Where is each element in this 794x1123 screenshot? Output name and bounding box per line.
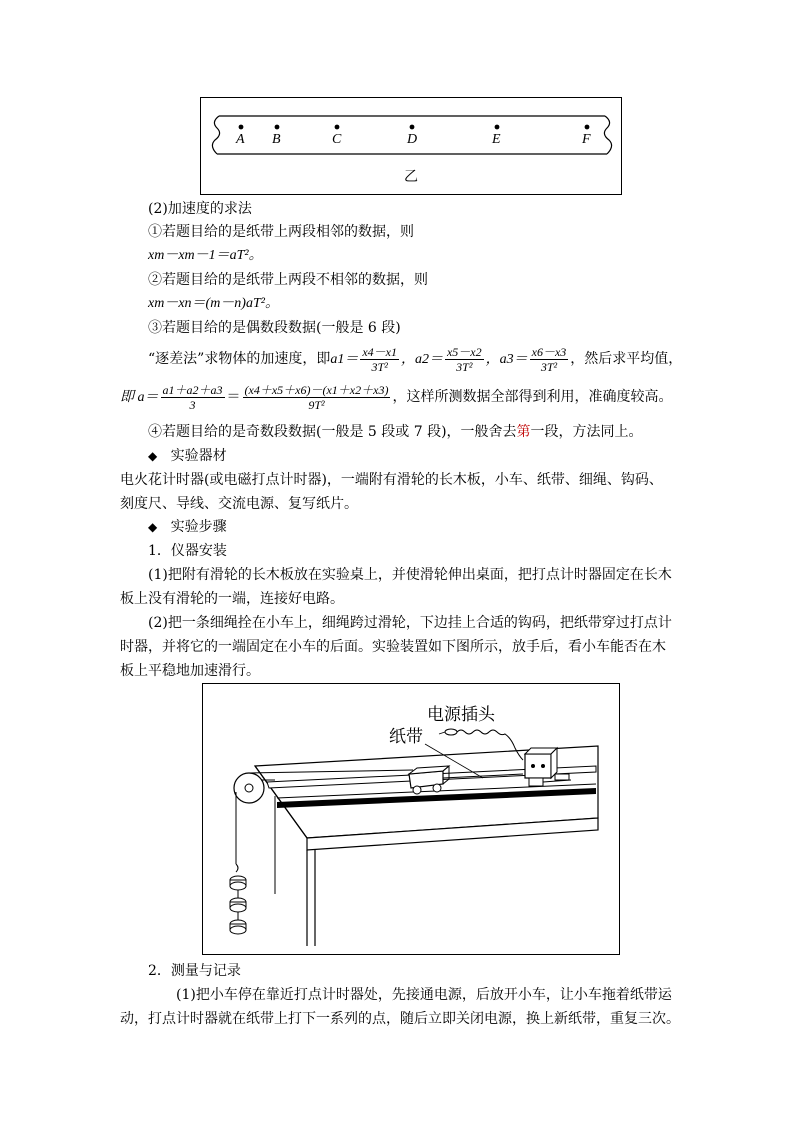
avg2-denominator: 9T²: [308, 397, 325, 412]
tape-dot-c: [335, 125, 340, 130]
item4-text-red: 第: [516, 424, 531, 440]
accel-formula2: xm－xn＝(m－n)aT²。: [148, 296, 279, 311]
a2-lhs: ，a2＝: [400, 352, 443, 367]
equipment-heading: [148, 446, 227, 466]
equipment-line2: 刻度尺、导线、交流电源、复写纸片。: [120, 496, 358, 512]
steps-p2-line2: 时器，并将它的一端固定在小车的后面。实验装置如下图所示，放手后，看小车能否在木: [120, 639, 666, 655]
diff-method-line: [148, 342, 682, 377]
steps-heading: [148, 517, 227, 537]
a2-denominator: 3T²: [456, 359, 473, 374]
timer-body: [525, 754, 551, 778]
a1-fraction: [360, 345, 399, 374]
label-power-plug: 电源插头: [427, 705, 495, 725]
accel-item2: ②若题目给的是纸带上两段不相邻的数据，则: [148, 272, 428, 288]
avg-denominator: 3: [189, 397, 196, 412]
steps-sub1: 1．仪器安装: [148, 543, 227, 559]
tape-label-f: F: [582, 132, 591, 147]
tape-dot-d: [410, 125, 415, 130]
accel-heading: (2)加速度的求法: [148, 201, 252, 217]
tape-dot-a: [239, 125, 244, 130]
tape-dot-b: [275, 125, 280, 130]
a2-numerator: x5－x2: [446, 344, 482, 359]
steps-p1-line1: (1)把附有滑轮的长木板放在实验桌上，并使滑轮伸出桌面，把打点计时器固定在长木: [148, 567, 672, 583]
avg2-numerator: (x4＋x5＋x6)－(x1＋x2＋x3): [244, 382, 389, 397]
a3-lhs: ，a3＝: [485, 352, 528, 367]
a3-denominator: 3T²: [540, 359, 558, 374]
diamond-bullet-icon: ◆: [148, 449, 158, 463]
tape-figure: [200, 97, 622, 195]
apparatus-figure: [202, 683, 620, 955]
accel-item3: ③若题目给的是偶数段数据(一般是 6 段): [148, 320, 401, 336]
a1-numerator: x4－x1: [362, 344, 397, 359]
item4-text-b: 一段，方法同上。: [530, 424, 643, 440]
equipment-title: 实验器材: [170, 448, 227, 464]
avg-note: ，这样所测数据全部得到利用，准确度较高。: [392, 389, 673, 405]
tape-caption: 乙: [404, 169, 418, 185]
avg2-fraction: [243, 383, 391, 412]
avg-prefix: 即 a＝: [120, 390, 159, 405]
avg-eq: ＝: [226, 389, 241, 405]
avg-numerator: a1＋a2＋a3: [162, 382, 223, 397]
tape-label-b: B: [272, 132, 281, 147]
accel-item1: ①若题目给的是纸带上两段相邻的数据，则: [148, 224, 414, 240]
diff-intro: “逐差法”求物体的加速度，即: [148, 351, 331, 367]
avg-fraction: [161, 383, 225, 412]
measure-p1-line1: (1)把小车停在靠近打点计时器处，先接通电源，后放开小车，让小车拖着纸带运: [176, 987, 672, 1003]
a2-fraction: [445, 345, 484, 374]
a3-fraction: [530, 345, 569, 374]
accel-item4: [148, 422, 643, 442]
item4-text-a: ④若题目给的是奇数段数据(一般是 5 段或 7 段)，一般舍去: [148, 424, 517, 440]
measure-p1-line2: 动，打点计时器就在纸带上打下一系列的点，随后立即关闭电源，换上新纸带，重复三次。: [120, 1011, 680, 1027]
a1-lhs: a1＝: [330, 352, 359, 367]
measure-sub2: 2．测量与记录: [148, 963, 241, 979]
steps-p2-line1: (2)把一条细绳拴在小车上，细绳跨过滑轮，下边挂上合适的钩码，把纸带穿过打点计: [148, 615, 672, 631]
a1-denominator: 3T²: [371, 359, 388, 374]
steps-p1-line2: 板上没有滑轮的一端，连接好电路。: [120, 591, 344, 607]
tape-dot-f: [585, 125, 590, 130]
steps-p2-line3: 板上平稳地加速滑行。: [120, 663, 260, 679]
accel-formula1: xm－xm－1＝aT²。: [148, 248, 263, 263]
tape-dot-e: [495, 125, 500, 130]
a3-numerator: x6－x3: [531, 344, 567, 359]
tape-label-d: D: [407, 132, 418, 147]
steps-title: 实验步骤: [170, 519, 227, 535]
tape-label-e: E: [492, 132, 501, 147]
avg-tail: ，然后求平均值，: [570, 351, 683, 367]
label-paper-tape: 纸带: [389, 727, 423, 747]
tape-label-a: A: [236, 132, 245, 147]
tape-label-c: C: [332, 132, 342, 147]
diamond-bullet-icon: ◆: [148, 520, 158, 534]
avg-formula-line: [120, 380, 672, 415]
equipment-line1: 电火花计时器(或电磁打点计时器)，一端附有滑轮的长木板，小车、纸带、细绳、钩码、: [120, 472, 663, 488]
